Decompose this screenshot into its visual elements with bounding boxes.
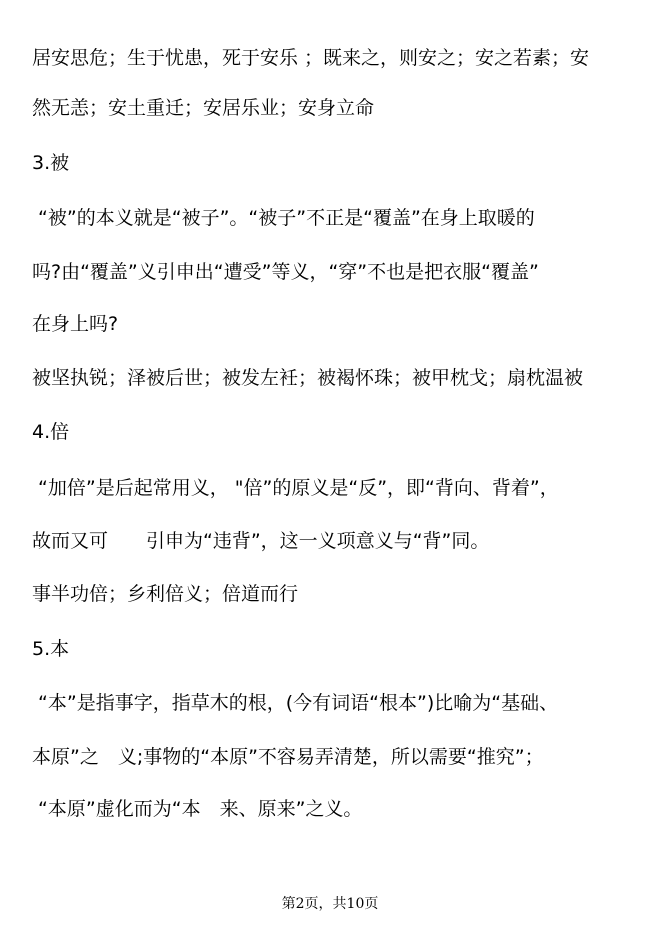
section-heading-3: 3.被 <box>32 152 70 174</box>
text-line-11: 事半功倍；乡利倍义；倍道而行 <box>32 583 299 605</box>
text-line-4: “被”的本义就是“被子”。“被子”不正是“覆盖”在身上取暖的 <box>32 207 535 229</box>
text-line-10: 故而又可 引申为“违背”，这一义项意义与“背”同。 <box>32 530 490 552</box>
text-line-14: 本原”之 义;事物的“本原”不容易弄清楚，所以需要“推究”； <box>32 746 544 768</box>
text-line-2: 然无恙；安土重迁；安居乐业；安身立命 <box>32 97 375 119</box>
text-line-15: “本原”虚化而为“本 来、原来”之义。 <box>32 798 363 820</box>
text-line-9: “加倍”是后起常用义， "倍”的原义是“反”，即“背向、背着”， <box>32 477 559 499</box>
text-line-6: 在身上吗? <box>32 313 119 335</box>
section-heading-4: 4.倍 <box>32 421 70 443</box>
text-line-7: 被坚执锐；泽被后世；被发左衽；被褐怀珠；被甲枕戈；扇枕温被 <box>32 367 584 389</box>
text-line-1: 居安思危；生于忧患，死于安乐 ；既来之，则安之；安之若素；安 <box>32 47 590 69</box>
page-number-footer: 第2页，共10页 <box>281 896 379 912</box>
section-heading-5: 5.本 <box>32 638 70 660</box>
text-line-5: 吗?由“覆盖”义引申出“遭受”等义，“穿”不也是把衣服“覆盖” <box>32 261 539 283</box>
text-line-13: “本”是指事字，指草木的根，(今有词语“根本”)比喻为“基础、 <box>32 692 559 714</box>
